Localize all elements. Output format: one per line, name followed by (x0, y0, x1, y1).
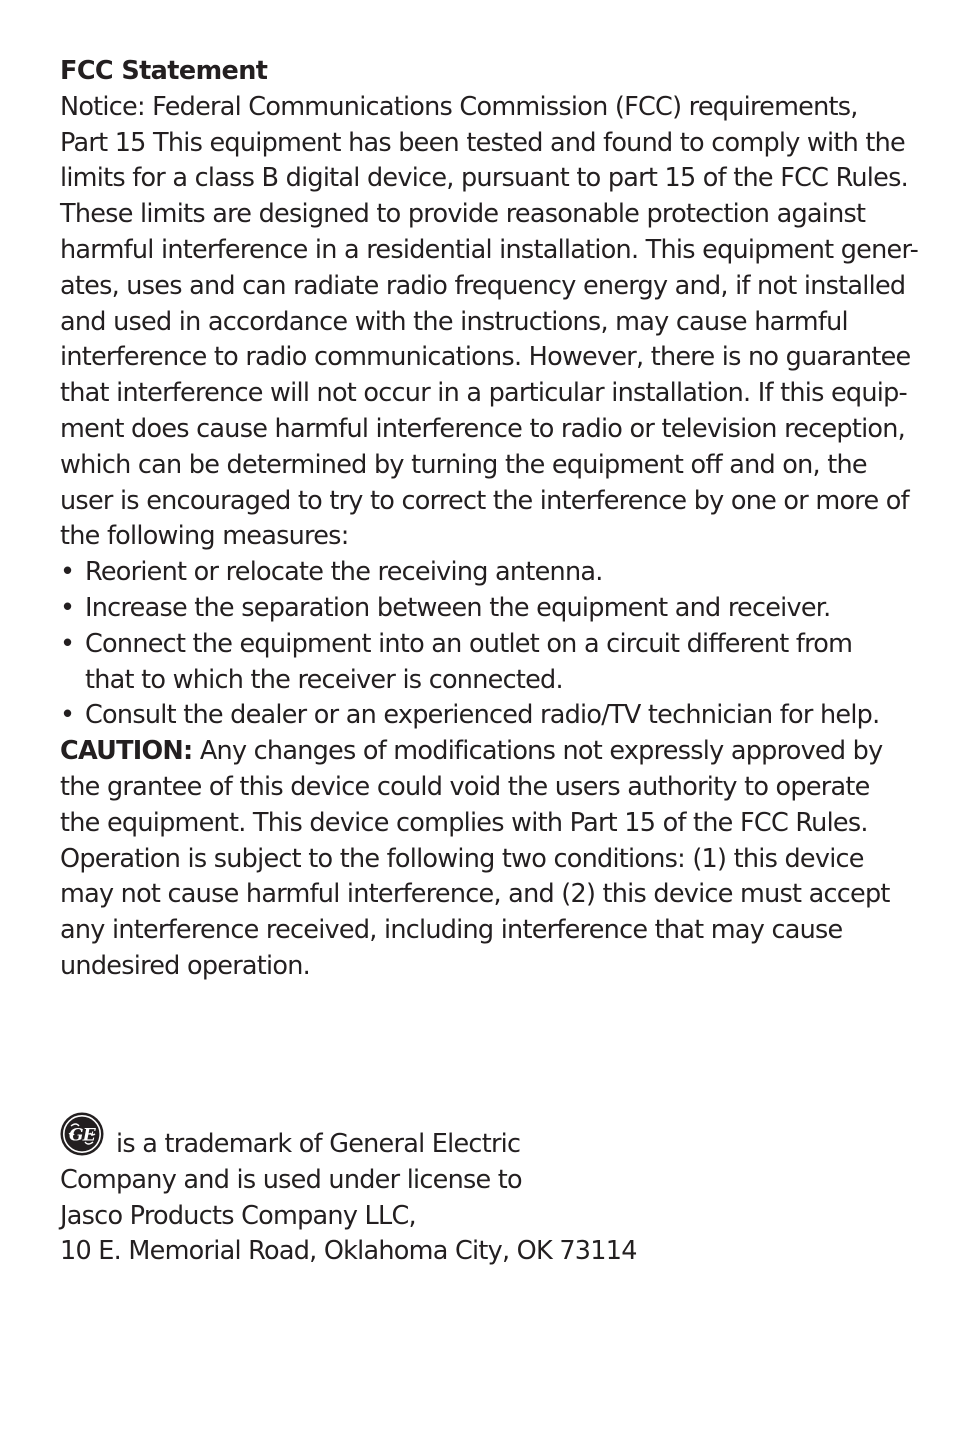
list-item: • Increase the separation between the equipment and receiver. (60, 591, 905, 627)
list-item: • Consult the dealer or an experienced radio/TV technician for help. (60, 698, 905, 734)
fcc-statement-heading: FCC Statement (60, 56, 268, 86)
trademark-address: 10 E. Memorial Road, Oklahoma City, OK 73114 (60, 1236, 637, 1267)
trademark-text: is a trademark of General Electric (116, 1129, 521, 1159)
trademark-line (60, 1112, 637, 1163)
list-item: • Connect the equipment into an outlet on a circuit different from that to which the receiver is connected. (60, 627, 905, 699)
notice-line: which can be determined by turning the equipment off and on, the (60, 449, 867, 480)
fcc-document (60, 54, 919, 985)
caution-text: Any changes of modifications not expressly approved by the grantee of this device could void the users authority to operate the equipment. This device complies with Part 15 of the FCC Rules. Operation is subject to the following two conditions: (1) this device may not cause harmful interference, and (2) this device must accept any interference received, including interference that may cause undesired operation. (60, 736, 890, 981)
notice-line: Part 15 This equipment has been tested and found to comply with the (60, 127, 905, 158)
notice-line: user is encouraged to try to correct the interference by one or more of (60, 485, 909, 516)
interference-measures-list (60, 555, 905, 734)
caution-paragraph (60, 734, 905, 985)
ge-monogram-logo-icon (60, 1112, 104, 1156)
notice-line: and used in accordance with the instructions, may cause harmful (60, 306, 848, 337)
trademark-notice (60, 1112, 637, 1270)
fcc-notice-paragraph (60, 90, 919, 555)
notice-line: These limits are designed to provide reasonable protection against (60, 199, 866, 230)
notice-line: harmful interference in a residential installation. This equipment gener- (60, 234, 919, 265)
ge-logo-letters: GE (69, 1125, 95, 1146)
trademark-line: Jasco Products Company LLC, (60, 1200, 416, 1231)
notice-line: ment does cause harmful interference to radio or television reception, (60, 413, 906, 444)
notice-line: interference to radio communications. However, there is no guarantee (60, 342, 911, 373)
notice-line: ates, uses and can radiate radio frequency energy and, if not installed (60, 270, 906, 301)
notice-line: the following measures: (60, 521, 349, 552)
trademark-line: Company and is used under license to (60, 1164, 522, 1195)
caution-label: CAUTION: (60, 736, 193, 767)
notice-line: Notice: Federal Communications Commission (FCC) requirements, (60, 91, 858, 122)
notice-line: that interference will not occur in a particular installation. If this equip- (60, 378, 907, 409)
list-item: • Reorient or relocate the receiving antenna. (60, 555, 905, 591)
notice-line: limits for a class B digital device, pursuant to part 15 of the FCC Rules. (60, 163, 908, 194)
